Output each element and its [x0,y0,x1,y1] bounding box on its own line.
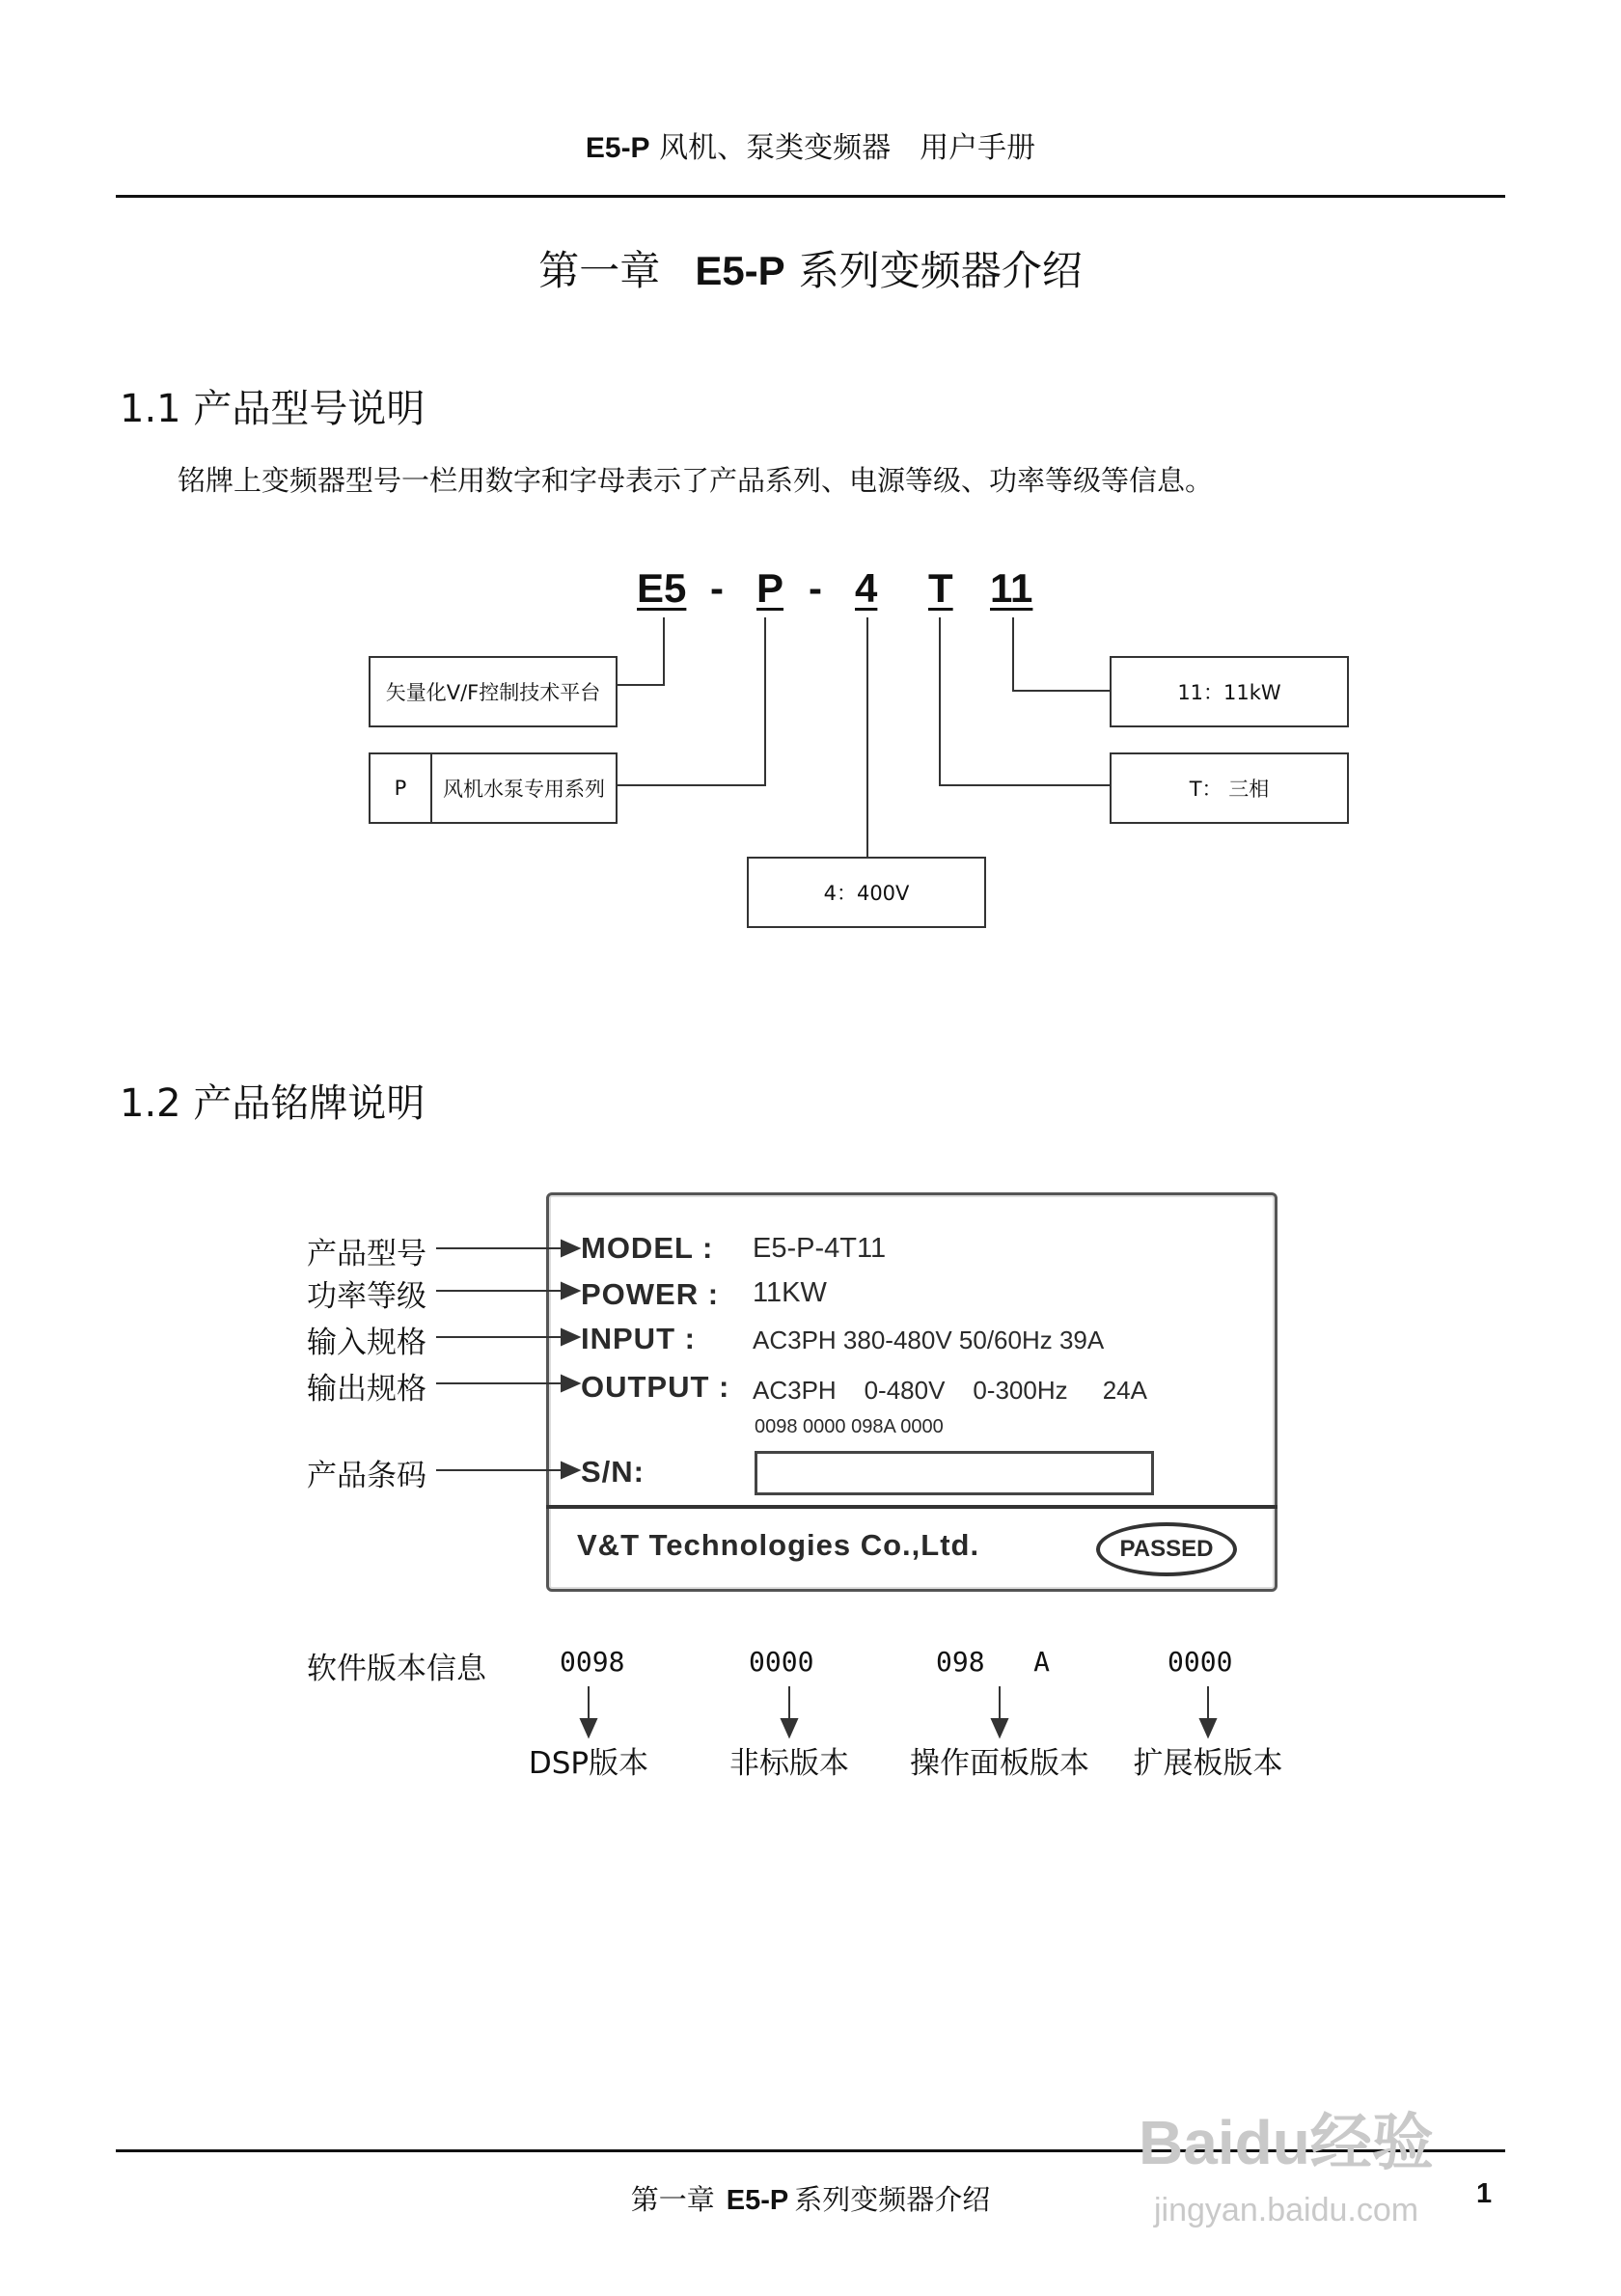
plate-model-label: MODEL : [581,1231,714,1265]
barcode-field [755,1451,1154,1495]
plate-power-label: POWER : [581,1277,720,1311]
label-input: 输入规格 [307,1326,426,1360]
code-diagram-connectors [0,0,1621,965]
plate-output-value: AC3PH 0-480V 0-300Hz 24A [753,1376,1147,1405]
section-1-intro: 铭牌上变频器型号一栏用数字和字母表示了产品系列、电源等级、功率等级等信息。 [178,464,1214,497]
passed-stamp: PASSED [1096,1522,1237,1576]
label-power: 功率等级 [307,1279,426,1314]
code-series: E5 [637,565,687,611]
plate-input-value: AC3PH 380-480V 50/60Hz 39A [753,1326,1105,1354]
plate-company: V&T Technologies Co.,Ltd. [577,1528,980,1562]
version-code-panel: 098 A [936,1646,1051,1678]
version-desc-nonstandard: 非标版本 [729,1746,849,1781]
header-text: 风机、泵类变频器 用户手册 [649,131,1036,165]
code-power: 11 [990,565,1033,611]
platform-box: 矢量化V/F控制技术平台 [369,656,618,727]
watermark-brand: Baidu经验 [1139,2108,1434,2177]
label-output: 输出规格 [307,1372,426,1407]
code-type: P [756,565,784,611]
series-label: 风机水泵专用系列 [443,778,605,801]
code-phase: T [928,565,953,611]
version-code-dsp: 0098 [560,1646,625,1678]
plate-sn-label: S/N: [581,1455,645,1489]
section-1-heading: 1.1 产品型号说明 [120,387,426,431]
plate-power-value: 11KW [753,1277,827,1308]
plate-output-label: OUTPUT : [581,1370,730,1404]
watermark-url: jingyan.baidu.com [1154,2192,1419,2228]
label-model: 产品型号 [307,1237,426,1271]
section-2-heading: 1.2 产品铭牌说明 [120,1081,426,1126]
footer-prefix: 第一章 [630,2183,715,2216]
label-barcode: 产品条码 [307,1459,426,1493]
code-voltage: 4 [855,565,878,611]
version-code-nonstandard: 0000 [749,1646,814,1678]
version-desc-panel: 操作面板版本 [910,1746,1089,1781]
series-code: P [371,754,432,822]
footer-suffix: 系列变频器介绍 [794,2183,991,2216]
chapter-suffix: 系列变频器介绍 [798,247,1083,294]
code-dash-2: - [809,565,822,611]
plate-model-value: E5-P-4T11 [753,1233,887,1264]
footer-model: E5-P [726,2185,789,2216]
chapter-model: E5-P [695,248,785,293]
page-number: 1 [1476,2178,1493,2209]
header-model: E5-P [585,132,650,164]
chapter-prefix: 第一章 [538,247,661,294]
series-box [369,752,618,824]
version-code-expansion: 0000 [1168,1646,1233,1678]
phase-box: T： 三相 [1110,752,1349,824]
version-desc-expansion: 扩展板版本 [1133,1746,1283,1781]
voltage-box: 4：400V [747,857,986,928]
power-box: 11：11kW [1110,656,1349,727]
version-desc-dsp: DSP版本 [528,1746,649,1781]
plate-input-label: INPUT : [581,1322,696,1355]
software-label: 软件版本信息 [307,1652,486,1686]
plate-sn-number: 0098 0000 098A 0000 [755,1416,944,1437]
code-dash-1: - [710,565,724,611]
